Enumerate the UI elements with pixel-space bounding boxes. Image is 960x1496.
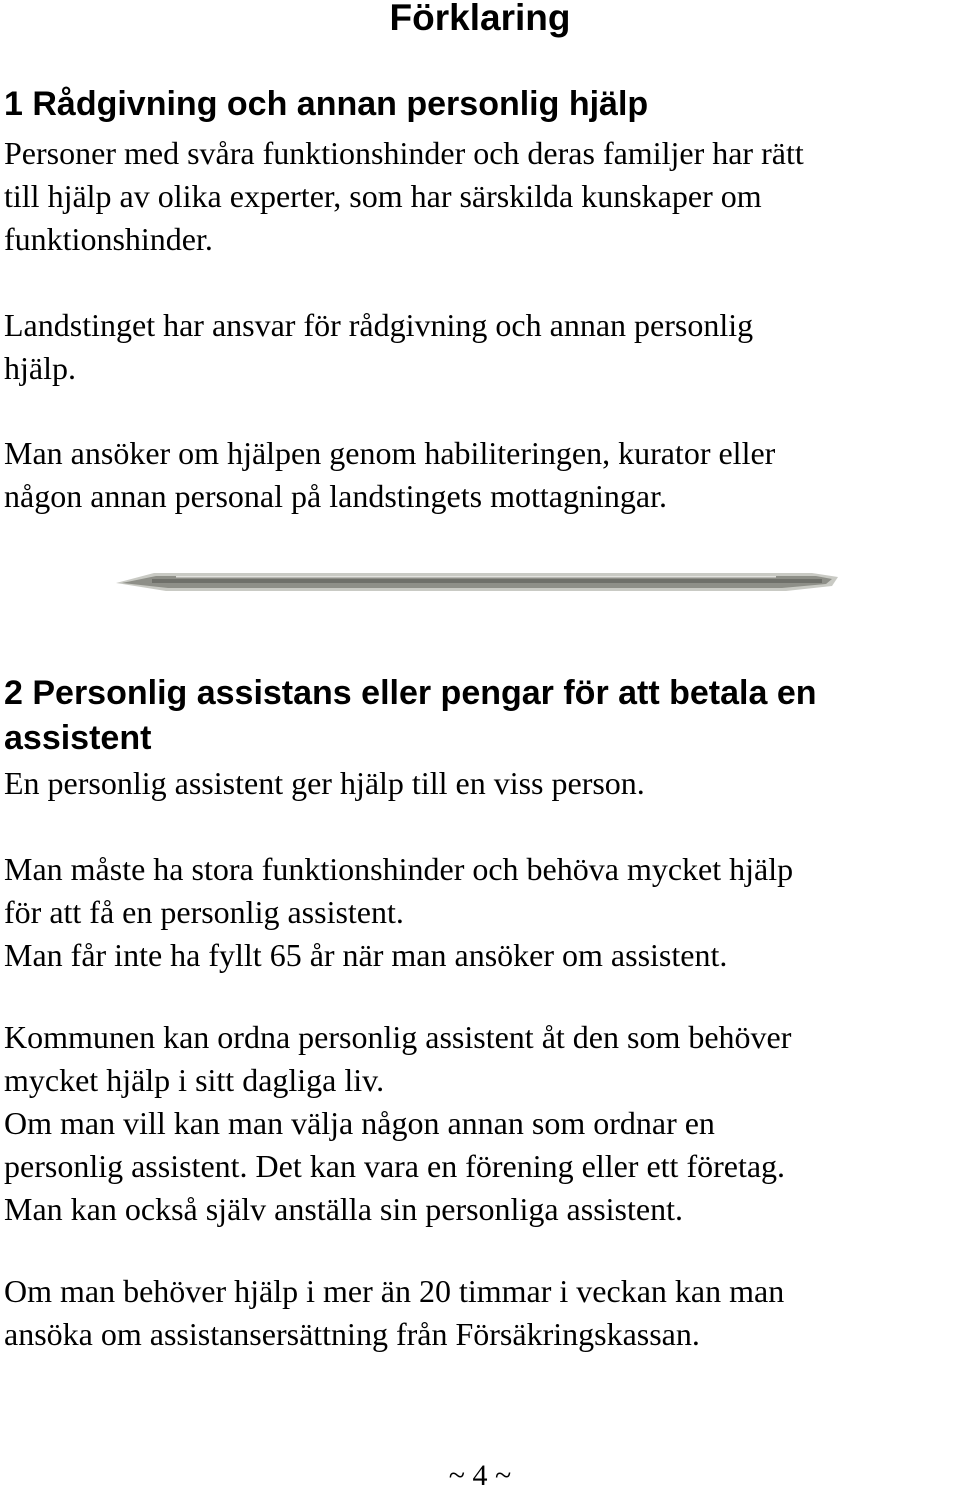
section-2-line: personlig assistent. Det kan vara en förening eller ett företag. <box>4 1148 786 1184</box>
section-2-line: Om man behöver hjälp i mer än 20 timmar i veckan kan man <box>4 1273 785 1309</box>
section-1-line: Landstinget har ansvar för rådgivning och annan personlig <box>4 307 754 343</box>
page-title: Förklaring <box>389 0 571 38</box>
section-2-heading: 2 Personlig assistans eller pengar för att betala en <box>4 674 817 712</box>
section-2-line: Man får inte ha fyllt 65 år när man ansöker om assistent. <box>4 937 728 973</box>
section-1-line: till hjälp av olika experter, som har särskilda kunskaper om <box>4 178 762 214</box>
section-2-line: för att få en personlig assistent. <box>4 894 404 930</box>
section-2-line: Kommunen kan ordna personlig assistent åt den som behöver <box>4 1019 792 1055</box>
section-divider <box>116 570 838 594</box>
section-2-line: mycket hjälp i sitt dagliga liv. <box>4 1062 385 1098</box>
section-2-line: ansöka om assistansersättning från Försäkringskassan. <box>4 1316 700 1352</box>
section-1-heading: 1 Rådgivning och annan personlig hjälp <box>4 85 649 123</box>
section-1-line: hjälp. <box>4 350 76 386</box>
section-1-line: funktionshinder. <box>4 221 213 257</box>
page-number: ~ 4 ~ <box>448 1459 512 1492</box>
section-2-line: Man måste ha stora funktionshinder och behöva mycket hjälp <box>4 851 794 887</box>
section-2-line: Man kan också själv anställa sin personliga assistent. <box>4 1191 683 1227</box>
section-1-line: Man ansöker om hjälpen genom habiliteringen, kurator eller <box>4 435 776 471</box>
section-1-line: Personer med svåra funktionshinder och deras familjer har rätt <box>4 135 804 171</box>
section-1-line: någon annan personal på landstingets mottagningar. <box>4 478 667 514</box>
section-2-line: En personlig assistent ger hjälp till en viss person. <box>4 765 645 801</box>
section-2-heading: assistent <box>4 719 152 757</box>
section-2-line: Om man vill kan man välja någon annan som ordnar en <box>4 1105 715 1141</box>
